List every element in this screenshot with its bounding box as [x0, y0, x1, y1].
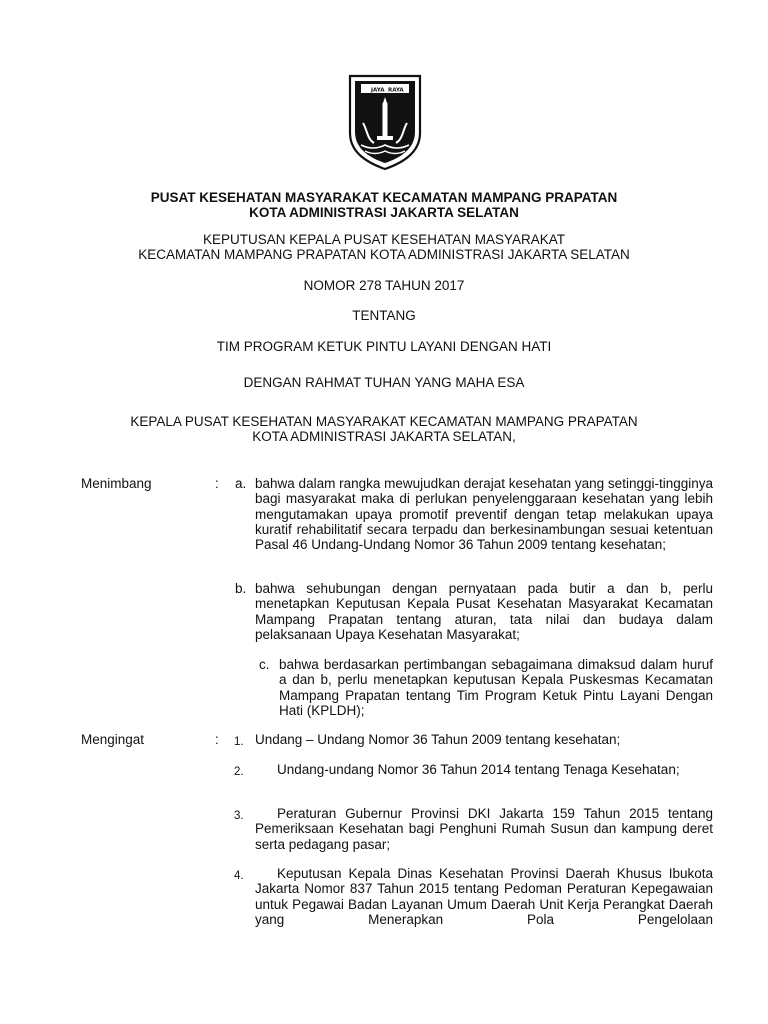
mengingat-item-3-text: Peraturan Gubernur Provinsi DKI Jakarta 159 Tahun 2015 tentang Pemeriksaan Kesehatan bagi Penghuni Rumah Susun dan kampung deret serta pedagang pasar; [255, 806, 713, 852]
decree-subject: TIM PROGRAM KETUK PINTU LAYANI DENGAN HATI [216, 339, 552, 354]
decree-number: NOMOR 278 TAHUN 2017 [303, 278, 465, 293]
mengingat-item-3-marker: 3. [234, 810, 244, 822]
mengingat-item-4-text: Keputusan Kepala Dinas Kesehatan Provinsi Daerah Khusus Ibukota Jakarta Nomor 837 Tahun 2015 tentang Pedoman Peraturan Kepegawaian untuk Pegawai Badan Layanan Umum Daerah Unit Kerja Perangkat Daerah yang Menerapkan Pola Pengelolaan [255, 866, 713, 927]
menimbang-item-b-text: bahwa sehubungan dengan pernyataan pada butir a dan b, perlu menetapkan Keputusan Kepala Pusat Kesehatan Masyarakat Kecamatan Mampang Prapatan tentang aturan, tata nilai dan budaya dalam pelaksanaan Upaya Kesehatan Masyarakat; [255, 581, 713, 642]
menimbang-label: Menimbang [81, 476, 152, 491]
mengingat-item-2-marker: 2. [234, 766, 244, 778]
jakarta-crest-icon [347, 73, 423, 171]
menimbang-item-c-text: bahwa berdasarkan pertimbangan sebagaimana dimaksud dalam huruf a dan b, perlu menetapkan keputusan Kepala Puskesmas Kecamatan Mampang Prapatan tentang Tim Program Ketuk Pintu Layani Dengan Hati (KPLDH); [279, 657, 713, 718]
about-heading: TENTANG [352, 308, 416, 323]
mengingat-colon: : [215, 732, 219, 747]
mengingat-item-2-text: Undang-undang Nomor 36 Tahun 2014 tentang Tenaga Kesehatan; [277, 762, 680, 777]
crest-motto-left: JAYA [371, 87, 385, 94]
menimbang-item-b-marker: b. [235, 581, 247, 596]
menimbang-item-a-text: bahwa dalam rangka mewujudkan derajat kesehatan yang setinggi-tingginya bagi masyarakat maka di perlukan penyelenggaraan kesehatan yang lebih mengutamakan upaya promotif preventif dengan tetap melakukan upaya kuratif rehabilitatif secara terpadu dan berkesinambungan sesuai ketentuan Pasal 46 Undang-Undang Nomor 36 Tahun 2009 tentang kesehatan; [255, 476, 713, 553]
decree-title-line2: KECAMATAN MAMPANG PRAPATAN KOTA ADMINISTRASI JAKARTA SELATAN [138, 247, 630, 262]
menimbang-colon: : [215, 476, 219, 491]
menimbang-item-c-marker: c. [259, 657, 270, 672]
org-title-line1: PUSAT KESEHATAN MASYARAKAT KECAMATAN MAMPANG PRAPATAN [150, 190, 618, 205]
blessing-line: DENGAN RAHMAT TUHAN YANG MAHA ESA [243, 375, 525, 390]
decree-title-line1: KEPUTUSAN KEPALA PUSAT KESEHATAN MASYARAKAT [202, 232, 566, 247]
head-title-line2: KOTA ADMINISTRASI JAKARTA SELATAN, [252, 429, 516, 444]
mengingat-item-4-marker: 4. [234, 870, 244, 882]
crest-motto-right: RAYA [388, 87, 404, 94]
mengingat-item-1-text: Undang – Undang Nomor 36 Tahun 2009 tentang kesehatan; [255, 732, 621, 747]
mengingat-item-1-marker: 1. [234, 736, 244, 748]
head-title-line1: KEPALA PUSAT KESEHATAN MASYARAKAT KECAMATAN MAMPANG PRAPATAN [130, 414, 638, 429]
mengingat-label: Mengingat [81, 732, 145, 747]
menimbang-item-a-marker: a. [235, 476, 247, 491]
org-title-line2: KOTA ADMINISTRASI JAKARTA SELATAN [249, 205, 519, 220]
